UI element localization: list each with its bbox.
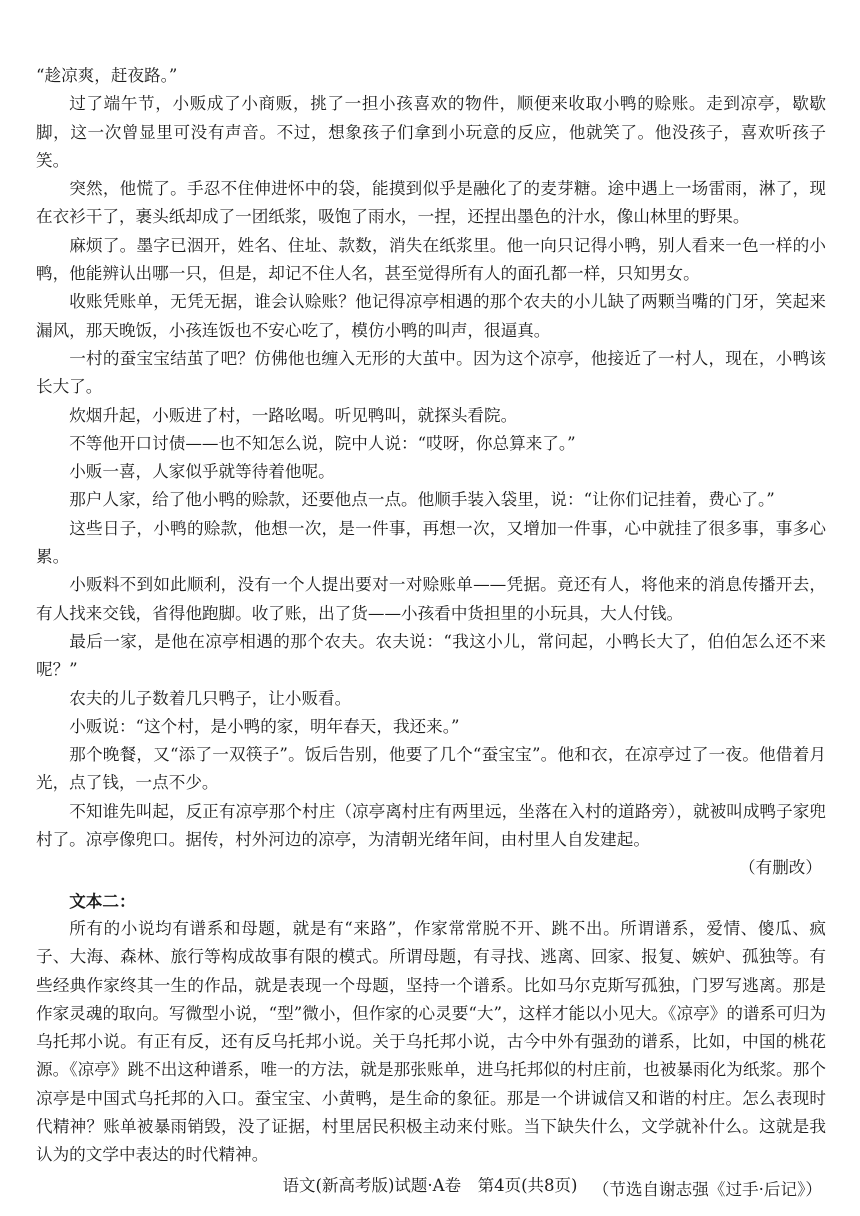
paragraph: 小贩说：“这个村，是小鸭的家，明年春天，我还来。”	[69, 716, 460, 736]
paragraph: 所有的小说均有谱系和母题，就是有“来路”，作家常常脱不开、跳不出。所谓谱系，爱情、傻瓜、疯子、大海、森林、旅行等构成故事有限的模式。所谓母题，有寻找、逃离、回家、报复、嫉妒、孤独等。有些经典作家终其一生的作品，就是表现一个母题，坚持一个谱系。比如马尔克斯写孤独，门罗写逃离。那是作家灵魂的取向。写微型小说，“型”微小，但作家的心灵要“大”，这样才能以小见大。《凉亭》的谱系可归为乌托邦小说。有正有反，还有反乌托邦小说。关于乌托邦小说，古今中外有强劲的谱系，比如，中国的桃花源。《凉亭》跳不出这种谱系，唯一的方法，就是那张账单，进乌托邦似的村庄前，也被暴雨化为纸浆。那个凉亭是中国式乌托邦的入口。蚕宝宝、小黄鸭，是生命的象征。那是一个讲诚信又和谐的村庄。怎么表现时代精神？账单被暴雨销毁，没了证据，村里居民积极主动来付账。当下缺失什么，文学就补什么。这就是我认为的文学中表达的时代精神。	[36, 918, 826, 1165]
paragraph: 最后一家，是他在凉亭相遇的那个农夫。农夫说：“我这小儿，常问起，小鸭长大了，伯伯怎么还不来呢？”	[36, 631, 826, 680]
source-citation: （节选自谢志强《过手·后记》）	[592, 1179, 822, 1199]
paragraph: 那个晚餐，又“添了一双筷子”。饭后告别，他要了几个“蚕宝宝”。他和衣，在凉亭过了一夜。他借着月光，点了钱，一点不少。	[36, 745, 826, 793]
paragraph: 农夫的儿子数着几只鸭子，让小贩看。	[69, 688, 352, 708]
paragraph: 突然，他慌了。手忍不住伸进怀中的袋，能摸到似乎是融化了的麦芽糖。途中遇上一场雷雨，淋了，现在衣衫干了，裹头纸却成了一团纸浆，吸饱了雨水，一捏，还捏出墨色的汁水，像山林里的野果。	[36, 179, 826, 227]
paragraph: 不等他开口讨债——也不知怎么说，院中人说：“哎呀，你总算来了。”	[69, 433, 576, 453]
paragraph: 小贩一喜，人家似乎就等待着他呢。	[69, 462, 335, 482]
paragraph: 一村的蚕宝宝结茧了吧？仿佛他也缠入无形的大茧中。因为这个凉亭，他接近了一村人，现在，小鸭该长大了。	[36, 348, 826, 397]
paragraph: “趁凉爽，赶夜路。”	[36, 66, 178, 85]
section-heading: 文本二：	[69, 890, 136, 911]
document-body	[36, 62, 826, 1204]
paragraph: 收账凭账单，无凭无据，谁会认赊账？他记得凉亭相遇的那个农夫的小儿缺了两颗当嘴的门牙，笑起来漏风，那天晚饭，小孩连饭也不安心吃了，模仿小鸭的叫声，很逼真。	[36, 292, 826, 340]
paragraph: 这些日子，小鸭的赊款，他想一次，是一件事，再想一次，又增加一件事，心中就挂了很多事，事多心累。	[36, 518, 826, 567]
revision-note: （有删改）	[739, 858, 822, 878]
paragraph: 不知谁先叫起，反正有凉亭那个村庄（凉亭离村庄有两里远，坐落在入村的道路旁），就被叫成鸭子家兜村了。凉亭像兜口。据传，村外河边的凉亭，为清朝光绪年间，由村里人自发建起。	[36, 801, 826, 850]
paragraph: 小贩料不到如此顺利，没有一个人提出要对一对赊账单——凭据。竟还有人，将他来的消息传播开去，有人找来交钱，省得他跑脚。收了账，出了货——小孩看中货担里的小玩具，大人付钱。	[36, 575, 826, 623]
paragraph: 炊烟升起，小贩进了村，一路吆喝。听见鸭叫，就探头看院。	[69, 405, 518, 425]
paragraph: 过了端午节，小贩成了小商贩，挑了一担小孩喜欢的物件，顺便来收取小鸭的赊账。走到凉亭，歇歇脚，这一次曾显里可没有声音。不过，想象孩子们拿到小玩意的反应，他就笑了。他没孩子，喜欢听孩子笑。	[36, 94, 826, 170]
paragraph: 麻烦了。墨字已洇开，姓名、住址、款数，消失在纸浆里。他一向只记得小鸭，别人看来一色一样的小鸭，他能辨认出哪一只，但是，却记不住人名，甚至觉得所有人的面孔都一样，只知男女。	[36, 235, 826, 284]
page-footer: 语文(新高考版)试题·A卷 第4页(共8页)	[282, 1176, 578, 1195]
paragraph: 那户人家，给了他小鸭的赊款，还要他点一点。他顺手装入袋里，说：“让你们记挂着，费心了。”	[69, 490, 775, 510]
